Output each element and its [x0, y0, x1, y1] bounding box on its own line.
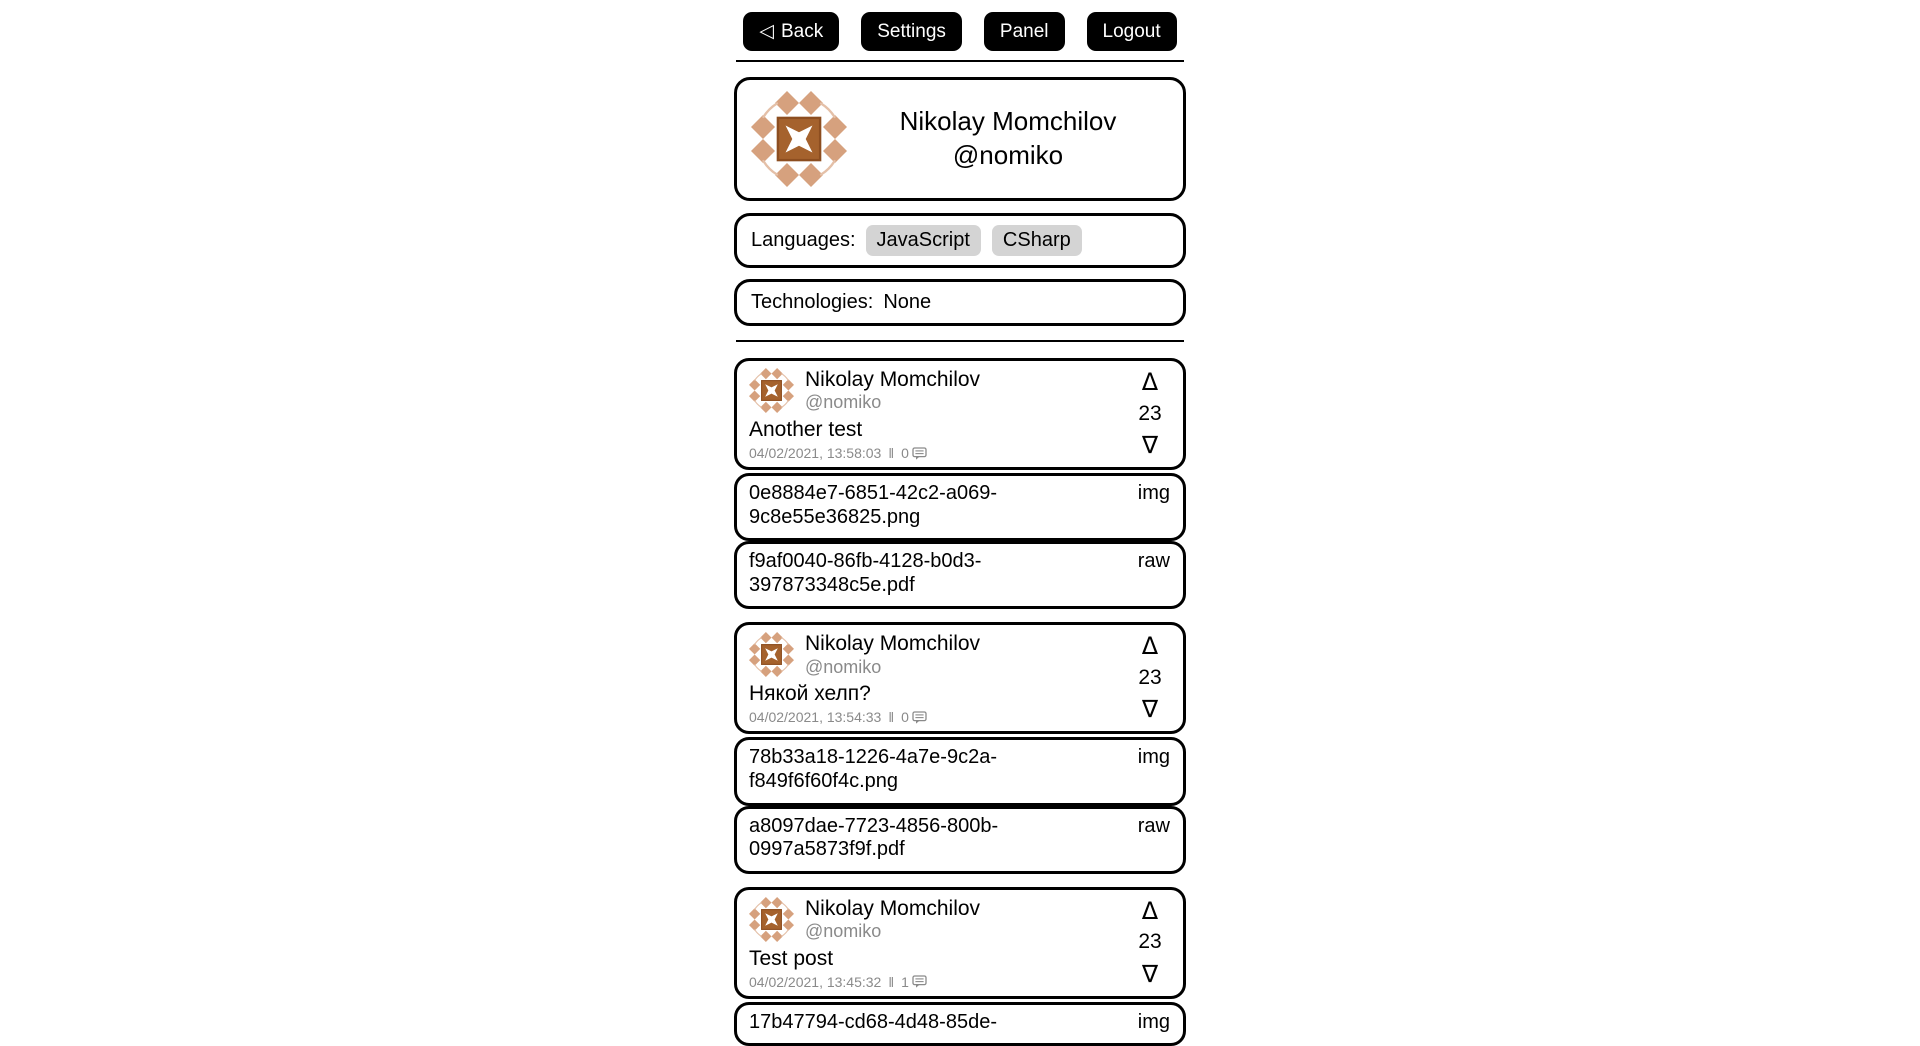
attachment-type-badge: img — [1137, 746, 1170, 769]
comment-count: 1 — [901, 973, 909, 990]
logout-button[interactable]: Logout — [1087, 12, 1177, 51]
post-header[interactable] — [734, 358, 1186, 470]
attachment-row[interactable] — [734, 806, 1186, 874]
post-title: Another test — [749, 418, 863, 441]
languages-card — [734, 213, 1186, 268]
settings-button[interactable]: Settings — [861, 12, 962, 51]
comment-icon — [912, 711, 927, 724]
attachment-row[interactable] — [734, 541, 1186, 609]
back-button-label: Back — [780, 20, 824, 42]
post-author-handle: @nomiko — [805, 656, 882, 677]
attachment-filename: 17b47794-cd68-4d48-85de- — [749, 1010, 997, 1033]
downvote-button[interactable]: ∇ — [1141, 695, 1159, 724]
post-author-name: Nikolay Momchilov — [805, 632, 981, 656]
attachment-filename: a8097dae-7723-4856-800b-0997a5873f9f.pdf — [749, 814, 999, 861]
vote-count: 23 — [1138, 665, 1162, 689]
attachment-list — [734, 737, 1186, 873]
post-header[interactable] — [734, 622, 1186, 734]
post-header[interactable] — [734, 887, 1186, 999]
upvote-button[interactable]: Δ — [1141, 368, 1159, 396]
language-tag: CSharp — [992, 225, 1082, 256]
downvote-button[interactable]: ∇ — [1141, 959, 1159, 988]
post-card — [734, 887, 1186, 1046]
vote-count: 23 — [1138, 401, 1162, 425]
post-author-name: Nikolay Momchilov — [805, 896, 981, 920]
post-card — [734, 358, 1186, 609]
comment-icon — [912, 447, 927, 460]
post-author-avatar — [749, 897, 794, 942]
attachment-type-badge: img — [1137, 1010, 1170, 1033]
post-author-avatar — [749, 632, 794, 677]
attachment-row[interactable] — [734, 737, 1186, 805]
comment-icon — [912, 975, 927, 988]
identicon-avatar-graphic — [751, 91, 847, 187]
vote-count: 23 — [1138, 930, 1162, 954]
back-arrow-icon: ◁ — [759, 21, 774, 42]
attachment-list — [734, 1002, 1186, 1046]
attachment-type-badge: raw — [1137, 814, 1170, 837]
post-timestamp: 04/02/2021, 13:54:33 — [749, 709, 882, 726]
post-author-name: Nikolay Momchilov — [805, 368, 981, 392]
comment-count: 0 — [901, 445, 909, 461]
meta-separator: ‖ — [888, 973, 895, 990]
technologies-value: None — [883, 291, 932, 313]
technologies-card — [734, 279, 1186, 326]
divider-feed — [736, 340, 1184, 342]
identicon-avatar-graphic — [749, 632, 794, 677]
back-button[interactable] — [743, 12, 839, 51]
attachment-list — [734, 473, 1186, 609]
profile-avatar — [751, 91, 847, 187]
post-title: Test post — [749, 946, 834, 970]
post-timestamp: 04/02/2021, 13:58:03 — [749, 445, 882, 461]
comment-count: 0 — [901, 709, 909, 726]
post-feed — [734, 358, 1186, 1046]
meta-separator: ‖ — [888, 709, 895, 726]
post-author-handle: @nomiko — [805, 920, 882, 941]
post-timestamp: 04/02/2021, 13:45:32 — [749, 973, 882, 990]
profile-name: Nikolay Momchilov — [899, 106, 1117, 137]
profile-card — [734, 77, 1186, 201]
post-author-handle: @nomiko — [805, 392, 882, 413]
language-tag-list — [866, 225, 1082, 256]
attachment-filename: 78b33a18-1226-4a7e-9c2a-f849f6f60f4c.png — [749, 746, 997, 792]
attachment-row[interactable] — [734, 473, 1186, 541]
attachment-type-badge: raw — [1137, 550, 1170, 573]
attachment-type-badge: img — [1137, 482, 1170, 504]
meta-separator: ‖ — [888, 445, 895, 461]
divider-top — [736, 60, 1184, 62]
language-tag: JavaScript — [866, 225, 981, 256]
post-title: Някой хелп? — [749, 682, 871, 706]
post-card — [734, 622, 1186, 873]
profile-page — [734, 0, 1186, 1046]
top-nav — [734, 12, 1186, 51]
languages-label: Languages: — [751, 229, 856, 251]
upvote-button[interactable]: Δ — [1141, 896, 1159, 925]
identicon-avatar-graphic — [749, 897, 794, 942]
panel-button[interactable]: Panel — [984, 12, 1065, 51]
technologies-label: Technologies: — [751, 291, 874, 313]
attachment-row[interactable] — [734, 1002, 1186, 1046]
post-author-avatar — [749, 368, 794, 413]
downvote-button[interactable]: ∇ — [1141, 431, 1159, 459]
profile-handle: @nomiko — [952, 140, 1064, 170]
upvote-button[interactable]: Δ — [1141, 632, 1159, 661]
attachment-filename: 0e8884e7-6851-42c2-a069-9c8e55e36825.png — [749, 482, 997, 528]
identicon-avatar-graphic — [749, 368, 794, 413]
attachment-filename: f9af0040-86fb-4128-b0d3-397873348c5e.pdf — [749, 550, 982, 596]
